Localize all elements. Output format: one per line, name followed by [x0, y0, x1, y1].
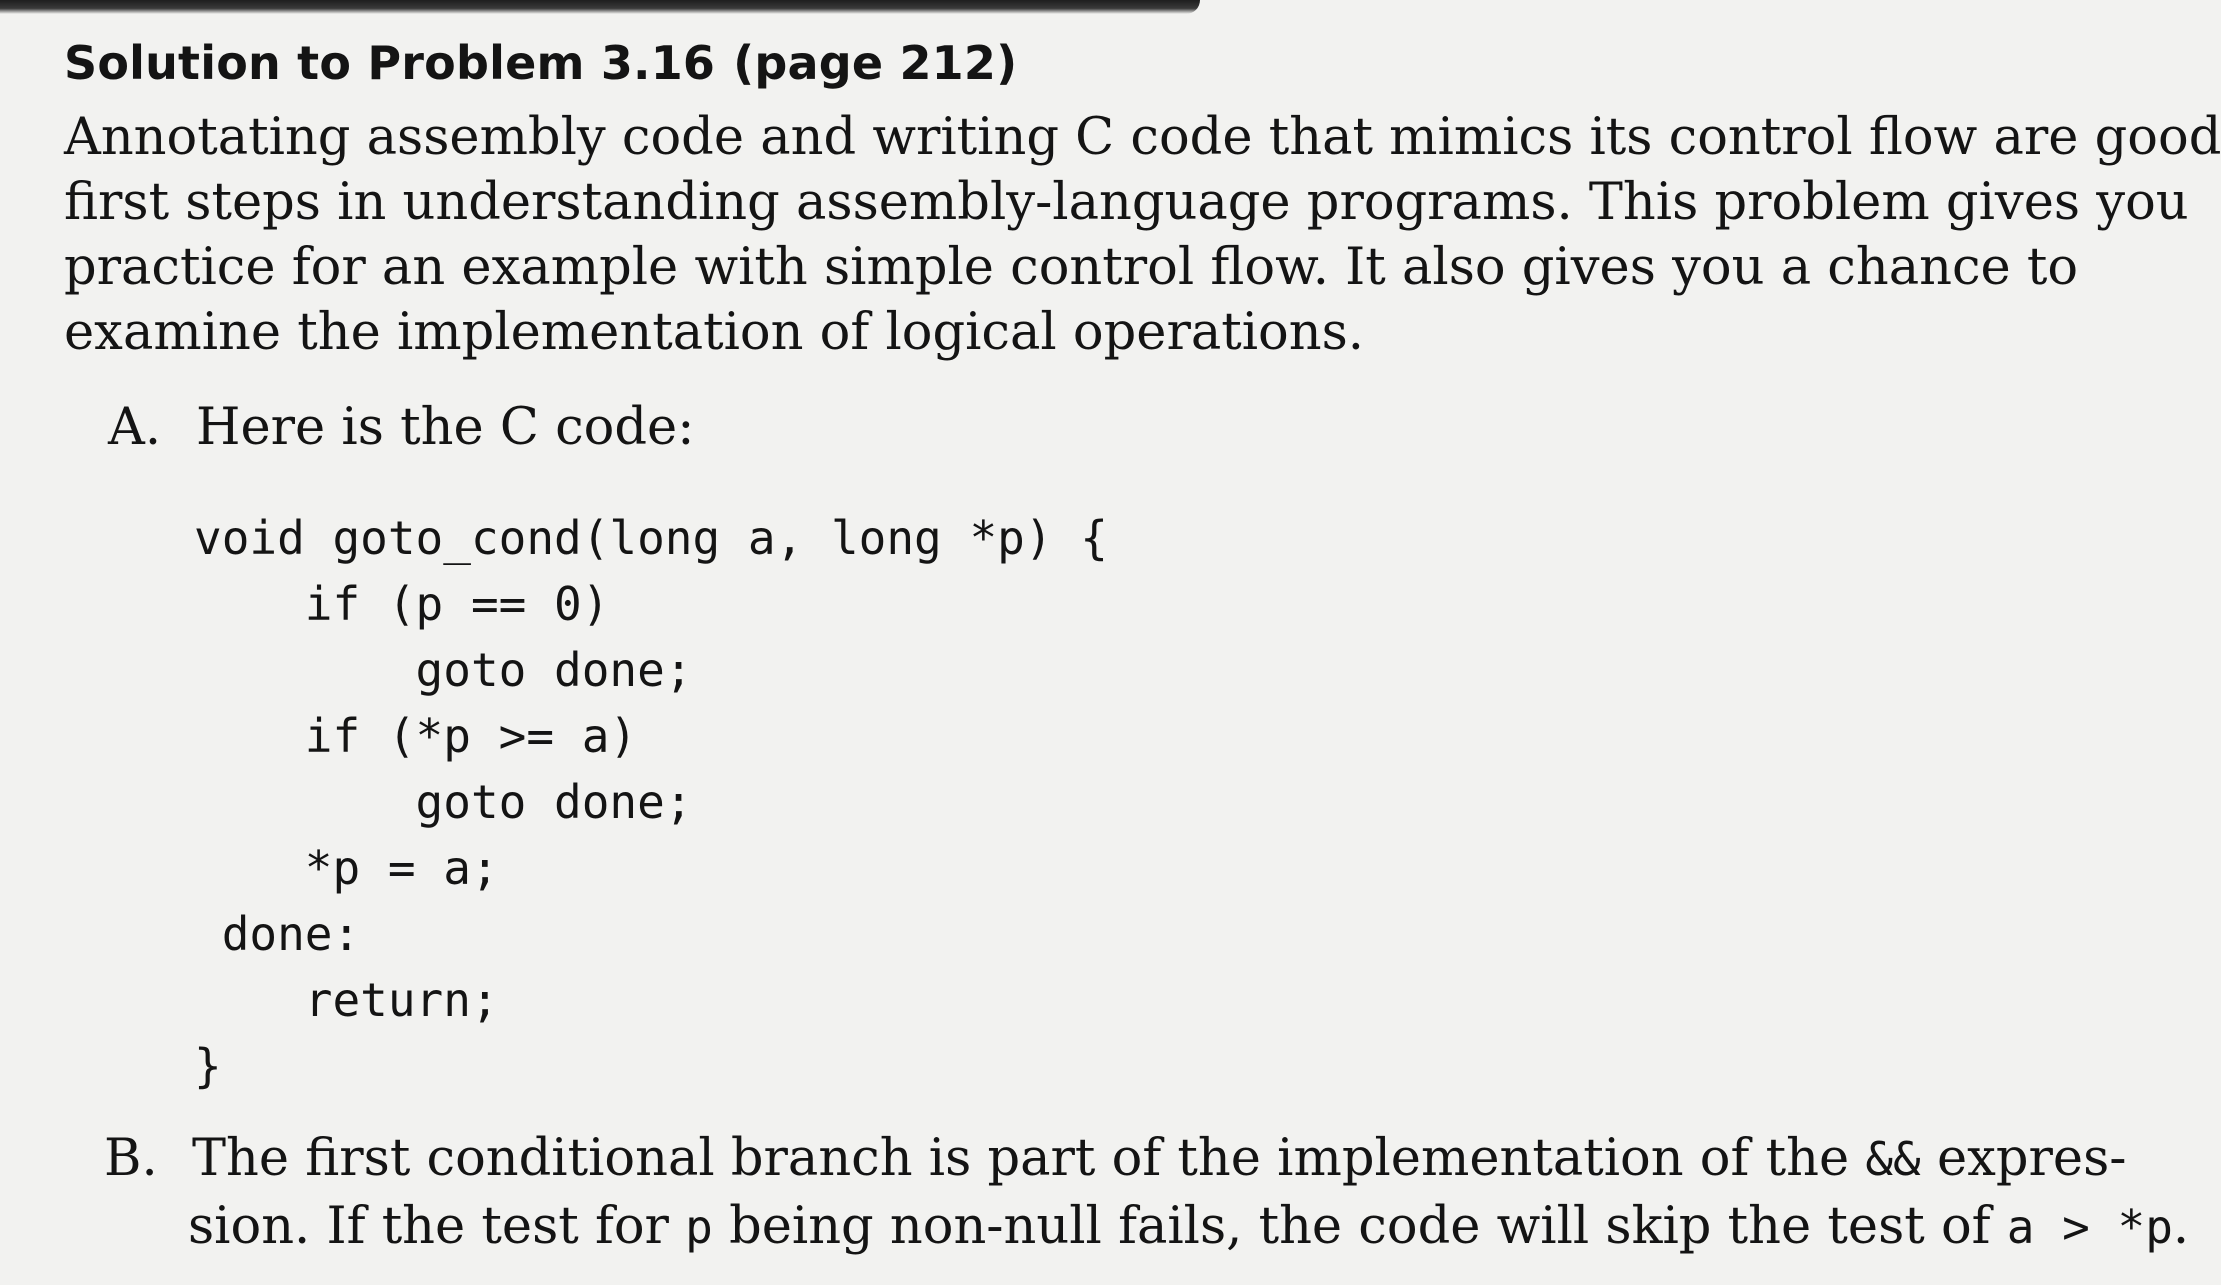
code-line: if (*p >= a) — [194, 709, 638, 763]
logical-and-operator: && — [1865, 1132, 1921, 1186]
intro-line: examine the implementation of logical operations. — [64, 303, 1364, 362]
comparison-expression: a > *p — [2006, 1200, 2173, 1254]
part-b-text: . — [2172, 1197, 2190, 1256]
page-reference: (page 212) — [733, 36, 1018, 90]
intro-paragraph — [64, 105, 2221, 365]
code-line: return; — [194, 973, 499, 1027]
part-b-text: sion. If the test for — [188, 1197, 686, 1256]
code-line: if (p == 0) — [194, 577, 610, 631]
intro-line: Annotating assembly code and writing C code that mimics its control flow are good — [64, 108, 2221, 167]
page-edge-shadow — [0, 0, 1200, 14]
code-line: done: — [194, 907, 361, 961]
part-a-text: Here is the C code: — [196, 398, 695, 457]
solution-heading — [64, 36, 1017, 90]
part-b-text: being non-null fails, the code will skip the test of — [712, 1197, 2007, 1256]
variable-p: p — [685, 1200, 713, 1254]
part-b-line-2 — [104, 1193, 2190, 1261]
intro-line: practice for an example with simple control flow. It also gives you a chance to — [64, 238, 2079, 297]
code-line: goto done; — [194, 775, 693, 829]
part-b — [104, 1125, 2190, 1261]
code-line: goto done; — [194, 643, 693, 697]
part-b-text: The first conditional branch is part of the implementation of the — [192, 1129, 1866, 1188]
part-a — [108, 398, 694, 457]
solution-title: Solution to Problem 3.16 — [64, 36, 716, 90]
code-line: } — [194, 1039, 222, 1093]
code-line: *p = a; — [194, 841, 499, 895]
intro-line: first steps in understanding assembly-language programs. This problem gives you — [64, 173, 2189, 232]
part-b-text: expres- — [1920, 1129, 2127, 1188]
part-a-marker: A. — [108, 398, 162, 457]
code-line: void goto_cond(long a, long *p) { — [194, 511, 1108, 565]
part-b-marker: B. — [104, 1129, 158, 1188]
c-code-block — [194, 505, 1108, 1099]
part-b-line-1 — [104, 1125, 2127, 1193]
